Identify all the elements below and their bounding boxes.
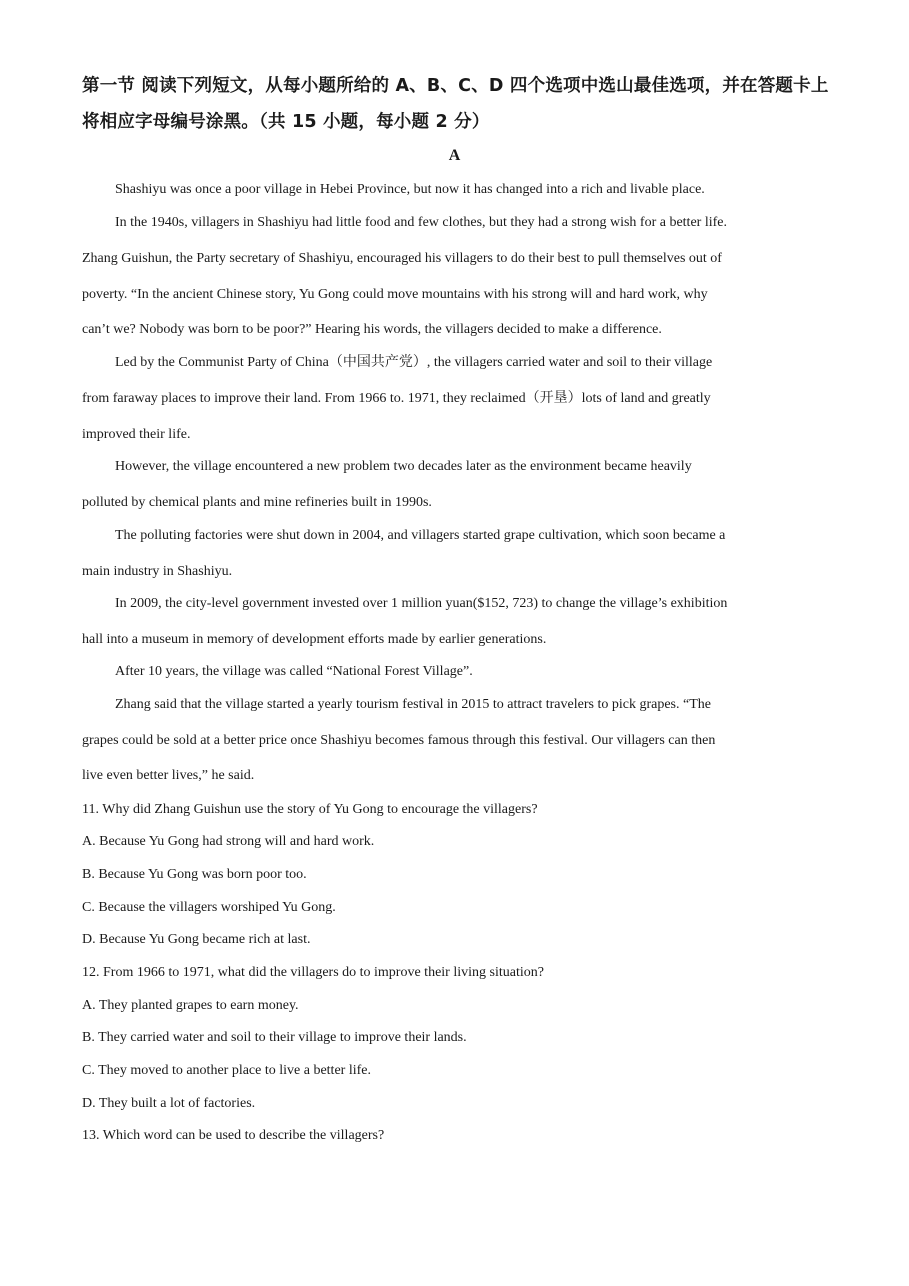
paragraph-1: [82, 180, 822, 200]
paragraph-line: hall into a museum in memory of development efforts made by earlier generations.: [82, 632, 547, 647]
question-11: 11. Why did Zhang Guishun use the story of Yu Gong to encourage the villagers?: [82, 802, 538, 817]
paragraph-line: Zhang said that the village started a yearly tourism festival in 2015 to attract travelers to pick grapes. “The: [115, 697, 711, 712]
paragraph-4: [82, 457, 822, 513]
paragraph-2: [82, 213, 822, 340]
instructions-line-2: 将相应字母编号涂黑。（共 15 小题，每小题 2 分）: [82, 112, 490, 132]
paragraph-line: can’t we? Nobody was born to be poor?” Hearing his words, the villagers decided to make a difference.: [82, 322, 662, 337]
paragraph-3: [82, 353, 822, 445]
question-12-option-a: A. They planted grapes to earn money.: [82, 998, 299, 1013]
paragraph-8: [82, 695, 822, 786]
question-11-option-d: D. Because Yu Gong became rich at last.: [82, 932, 311, 947]
paragraph-line: poverty. “In the ancient Chinese story, Yu Gong could move mountains with his strong will and hard work, why: [82, 287, 708, 302]
paragraph-line: improved their life.: [82, 427, 191, 442]
paragraph-line: live even better lives,” he said.: [82, 768, 255, 783]
question-13: 13. Which word can be used to describe the villagers?: [82, 1128, 385, 1143]
paragraph-line: In 2009, the city-level government invested over 1 million yuan($152, 723) to change the village’s exhibition: [115, 596, 728, 611]
paragraph-line: Shashiyu was once a poor village in Hebei Province, but now it has changed into a rich and livable place.: [115, 182, 705, 197]
paragraph-5: [82, 526, 822, 582]
paragraph-line: grapes could be sold at a better price once Shashiyu becomes famous through this festival. Our villagers can then: [82, 733, 716, 748]
question-11-option-c: C. Because the villagers worshiped Yu Gong.: [82, 900, 336, 915]
question-12-option-c: C. They moved to another place to live a better life.: [82, 1063, 371, 1078]
question-12-option-d: D. They built a lot of factories.: [82, 1096, 256, 1111]
paragraph-line: Led by the Communist Party of China（中国共产党）, the villagers carried water and soil to their village: [115, 355, 713, 370]
paragraph-line: main industry in Shashiyu.: [82, 564, 233, 579]
section-instructions: [82, 68, 842, 140]
question-12-option-b: B. They carried water and soil to their village to improve their lands.: [82, 1030, 467, 1045]
paragraph-line: from faraway places to improve their land. From 1966 to. 1971, they reclaimed（开垦）lots of land and greatly: [82, 391, 711, 406]
paragraph-line: Zhang Guishun, the Party secretary of Shashiyu, encouraged his villagers to do their best to pull themselves out of: [82, 251, 722, 266]
paragraph-line: polluted by chemical plants and mine refineries built in 1990s.: [82, 495, 432, 510]
paragraph-7: [82, 662, 822, 682]
paragraph-line: In the 1940s, villagers in Shashiyu had little food and few clothes, but they had a strong wish for a better life.: [115, 215, 727, 230]
passage-title: A: [448, 147, 461, 164]
question-11-option-b: B. Because Yu Gong was born poor too.: [82, 867, 307, 882]
question-11-option-a: A. Because Yu Gong had strong will and hard work.: [82, 834, 375, 849]
paragraph-line: However, the village encountered a new problem two decades later as the environment became heavily: [115, 459, 692, 474]
paragraph-line: After 10 years, the village was called “National Forest Village”.: [115, 664, 473, 679]
question-12: 12. From 1966 to 1971, what did the villagers do to improve their living situation?: [82, 965, 544, 980]
instructions-line-1: 第一节 阅读下列短文，从每小题所给的 A、B、C、D 四个选项中选山最佳选项，并在答题卡上: [82, 76, 829, 96]
paragraph-line: The polluting factories were shut down in 2004, and villagers started grape cultivation, which soon became a: [115, 528, 726, 543]
paragraph-6: [82, 594, 822, 650]
